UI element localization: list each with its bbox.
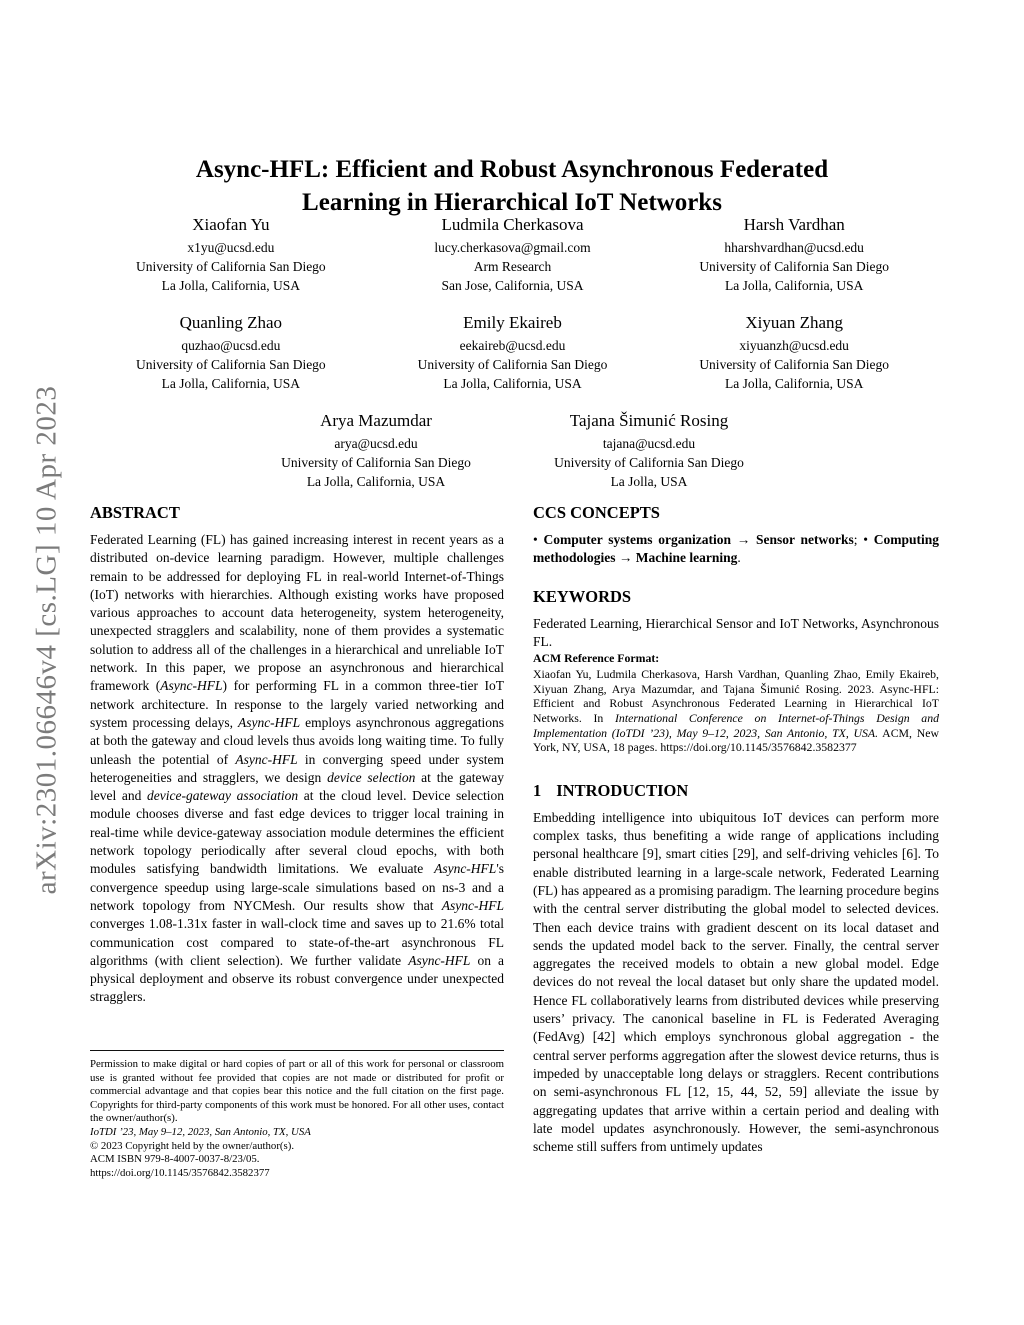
conference-line: IoTDI ’23, May 9–12, 2023, San Antonio, TX, USA: [90, 1125, 311, 1138]
permission-text: Permission to make digital or hard copies of part or all of this work for personal or classroom use is granted without fee provided that copies are not made or distributed for profit or commercial advantage and that copies bear this notice and the full citation on the first page. Copyrights for third-party components of this work must be honored. For all other uses, contact the owner/author(s).: [90, 1058, 504, 1125]
author-affiliation: University of California San Diego: [554, 455, 744, 470]
introduction-heading: [533, 781, 939, 801]
author-location: La Jolla, USA: [610, 474, 688, 489]
introduction-text: Embedding intelligence into ubiquitous IoT devices can perform more complex tasks, thus benefiting a wide range of applications including personal healthcare [9], smart cities [29], and self-driving vehicles [6]. To enable distributed learning in a large-scale network, Federated Learning (FL) has appeared as a promising paradigm. The learning procedure begins with the central server distributing the global model to selected devices. Then each device trains with gradient descent on its local dataset and sends the updated model back to the server. Finally, the central server aggregates the received models to obtain a new global model. Edge devices do not reveal the local dataset but only share the updated model. Hence FL collaboratively learns from distributed devices while preserving users’ privacy. The canonical baseline in FL is Federated Averaging (FedAvg) [42] which employs synchronous global aggregation - the central server performs aggregation after the slowest device returns, thus is impeded by unacceptable long delays or stragglers. Recent contributions on semi-asynchronous FL [12, 15, 44, 52, 59] alleviate the issue by aggregating updates that arrive within a certain period and dealing with late model updates asynchronously. However, the semi-asynchronous scheme still suffers from untimely updates: [533, 809, 939, 1155]
author-location: La Jolla, California, USA: [306, 474, 446, 489]
author-name: Xiyuan Zhang: [745, 313, 844, 332]
right-column: [533, 503, 939, 1156]
author-name: Arya Mazumdar: [320, 411, 432, 430]
authors-row-1: [90, 214, 935, 295]
authors-row-3: [90, 410, 935, 491]
author-location: La Jolla, California, USA: [161, 376, 301, 391]
abstract-text: Federated Learning (FL) has gained increasing interest in recent years as a distributed on-device learning paradigm. However, multiple challenges remain to be addressed for deploying FL in real-world Internet-of-Things (IoT) networks with hierarchies. Although existing works have proposed various approaches to account data heterogeneity, system heterogeneity, unexpected stragglers and scalability, none of them provides a systematic solution to address all of the challenges in a hierarchical and unreliable IoT network. In this paper, we propose an asynchronous and hierarchical framework (Async-HFL) for performing FL in a common three-tier IoT network architecture. In response to the largely varied networking and system processing delays, Async-HFL employs asynchronous aggregations at both the gateway and cloud levels thus avoids long waiting time. To fully unleash the potential of Async-HFL in converging speed under system heterogeneities and stragglers, we design device selection at the gateway level and device-gateway association at the cloud level. Device selection module chooses diverse and fast edge devices to trigger local training in real-time while device-gateway association module determines the efficient network topology periodically after several cloud epochs, with both modules satisfying bandwidth limitations. We evaluate Async-HFL's convergence speedup using large-scale simulations based on ns-3 and a network topology from NYCMesh. Our results show that Async-HFL converges 1.08-1.31x faster in wall-clock time and saves up to 21.6% total communication cost compared to state-of-the-art asynchronous FL algorithms (with client selection). We further validate Async-HFL on a physical deployment and observe its robust convergence under unexpected stragglers.: [90, 532, 505, 1005]
author-affiliation: University of California San Diego: [417, 357, 608, 372]
author-email: hharshvardhan@ucsd.edu: [724, 240, 864, 255]
author-affiliation: University of California San Diego: [699, 259, 890, 274]
author-email: x1yu@ucsd.edu: [187, 240, 275, 255]
author-email: lucy.cherkasova@gmail.com: [434, 240, 591, 255]
author-email: arya@ucsd.edu: [334, 436, 418, 451]
acm-reference-label: ACM Reference Format:: [533, 651, 660, 666]
ccs-heading: CCS CONCEPTS: [533, 503, 660, 522]
author-name: Quanling Zhao: [179, 313, 283, 332]
author-affiliation: University of California San Diego: [135, 259, 326, 274]
author-block: [372, 214, 654, 295]
authors-row-2: [90, 312, 935, 393]
section-number: 1: [533, 780, 542, 800]
author-block: [90, 312, 372, 393]
author-block: [90, 214, 372, 295]
author-location: La Jolla, California, USA: [725, 376, 864, 391]
author-name: Emily Ekaireb: [463, 313, 562, 332]
author-location: La Jolla, California, USA: [725, 278, 864, 293]
author-affiliation: University of California San Diego: [281, 455, 471, 470]
author-email: xiyuanzh@ucsd.edu: [739, 338, 849, 353]
left-column: [90, 503, 504, 1007]
author-location: La Jolla, California, USA: [443, 376, 582, 391]
author-location: La Jolla, California, USA: [161, 278, 301, 293]
author-affiliation: University of California San Diego: [135, 357, 326, 372]
author-email: quzhao@ucsd.edu: [181, 338, 281, 353]
author-block: [240, 410, 513, 491]
abstract-heading: ABSTRACT: [90, 503, 180, 522]
author-block: [653, 312, 935, 393]
author-affiliation: Arm Research: [473, 259, 552, 274]
keywords-heading: KEYWORDS: [533, 586, 632, 606]
acm-reference-text: Xiaofan Yu, Ludmila Cherkasova, Harsh Vardhan, Quanling Zhao, Emily Ekaireb, Xiyuan Zhang, Arya Mazumdar, and Tajana Šimunić Rosing. 2023. Async-HFL: Efficient and Robust Asynchronous Federated Learning in Hierarchical IoT Networks. In International Conference on Internet-of-Things Design and Implementation (IoTDI ’23), May 9–12, 2023, San Antonio, TX, USA. ACM, New York, NY, USA, 18 pages. https://doi.org/10.1145/3576842.3582377: [533, 667, 939, 755]
author-block: [513, 410, 786, 491]
author-name: Harsh Vardhan: [743, 215, 845, 234]
ccs-text: • Computer systems organization → Sensor networks; • Computing methodologies → Machine learning.: [533, 532, 939, 566]
doi-link[interactable]: https://doi.org/10.1145/3576842.3582377: [90, 1166, 270, 1179]
isbn-line: ACM ISBN 979-8-4007-0037-8/23/05.: [90, 1153, 260, 1166]
section-title: INTRODUCTION: [556, 780, 689, 800]
author-email: tajana@ucsd.edu: [602, 436, 696, 451]
author-block: [653, 214, 935, 295]
author-email: eekaireb@ucsd.edu: [459, 338, 566, 353]
copyright-line: © 2023 Copyright held by the owner/author(s).: [90, 1139, 295, 1152]
author-block: [372, 312, 654, 393]
author-name: Tajana Šimunić Rosing: [569, 411, 729, 430]
author-name: Xiaofan Yu: [192, 215, 270, 234]
author-name: Ludmila Cherkasova: [441, 215, 584, 234]
keywords-text: Federated Learning, Hierarchical Sensor and IoT Networks, Asynchronous FL.: [533, 615, 939, 649]
paper-title: Async-HFL: Efficient and Robust Asynchronous Federated Learning in Hierarchical IoT Networks: [195, 155, 829, 216]
author-location: San Jose, California, USA: [441, 278, 584, 293]
author-affiliation: University of California San Diego: [699, 357, 890, 372]
arxiv-watermark: arXiv:2301.06646v4 [cs.LG] 10 Apr 2023: [30, 385, 63, 895]
footnote-block: [90, 1050, 504, 1180]
